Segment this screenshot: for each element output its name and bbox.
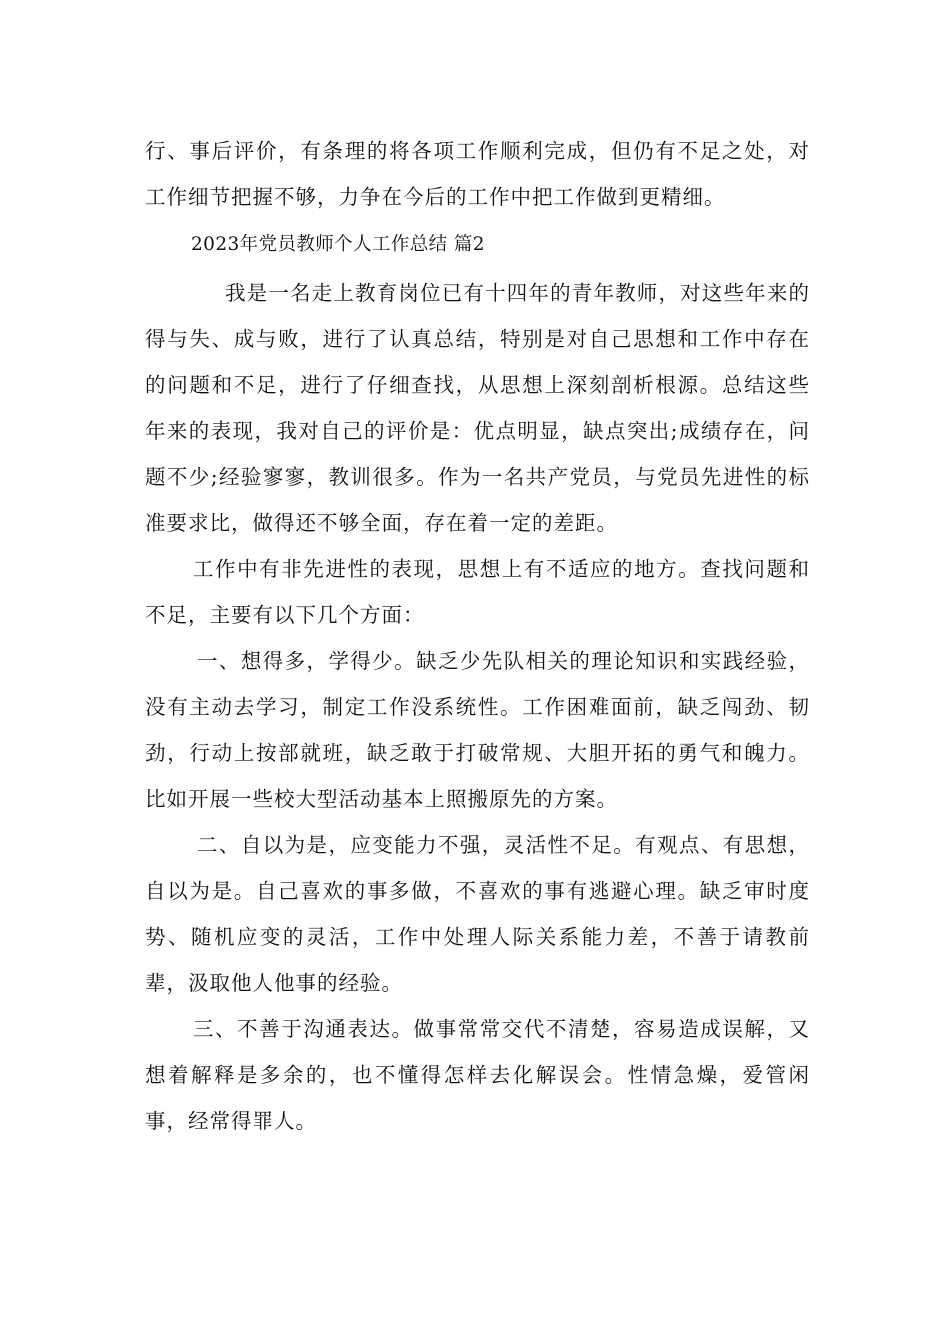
paragraph-point-2: 二、自以为是，应变能力不强，灵活性不足。有观点、有思想，自以为是。自己喜欢的事多做，不喜欢的事有逃避心理。缺乏审时度势、随机应变的灵活，工作中处理人际关系能力差，不善于请教前辈，汲取他人他事的经验。	[145, 833, 810, 995]
paragraph-continuation: 行、事后评价，有条理的将各项工作顺利完成，但仍有不足之处，对工作细节把握不够，力争在今后的工作中把工作做到更精细。	[145, 139, 810, 209]
paragraph-point-1: 一、想得多，学得少。缺乏少先队相关的理论知识和实践经验，没有主动去学习，制定工作没系统性。工作困难面前，缺乏闯劲、韧劲，行动上按部就班，缺乏敢于打破常规、大胆开拓的勇气和魄力。比如开展一些校大型活动基本上照搬原先的方案。	[145, 649, 810, 811]
paragraph-point-3: 三、不善于沟通表达。做事常常交代不清楚，容易造成误解，又想着解释是多余的，也不懂得怎样去化解误会。性情急燥，爱管闲事，经常得罪人。	[145, 1017, 810, 1133]
paragraph-problems-lead: 工作中有非先进性的表现，思想上有不适应的地方。查找问题和不足，主要有以下几个方面：	[145, 557, 810, 627]
document-body	[145, 128, 810, 1144]
section-heading: 2023年党员教师个人工作总结 篇2	[191, 234, 485, 255]
paragraph-intro: 我是一名走上教育岗位已有十四年的青年教师，对这些年来的得与失、成与败，进行了认真总结，特别是对自己思想和工作中存在的问题和不足，进行了仔细查找，从思想上深刻剖析根源。总结这些年来的表现，我对自己的评价是：优点明显，缺点突出;成绩存在，问题不少;经验寥寥，教训很多。作为一名共产党员，与党员先进性的标准要求比，做得还不够全面，存在着一定的差距。	[145, 281, 810, 535]
